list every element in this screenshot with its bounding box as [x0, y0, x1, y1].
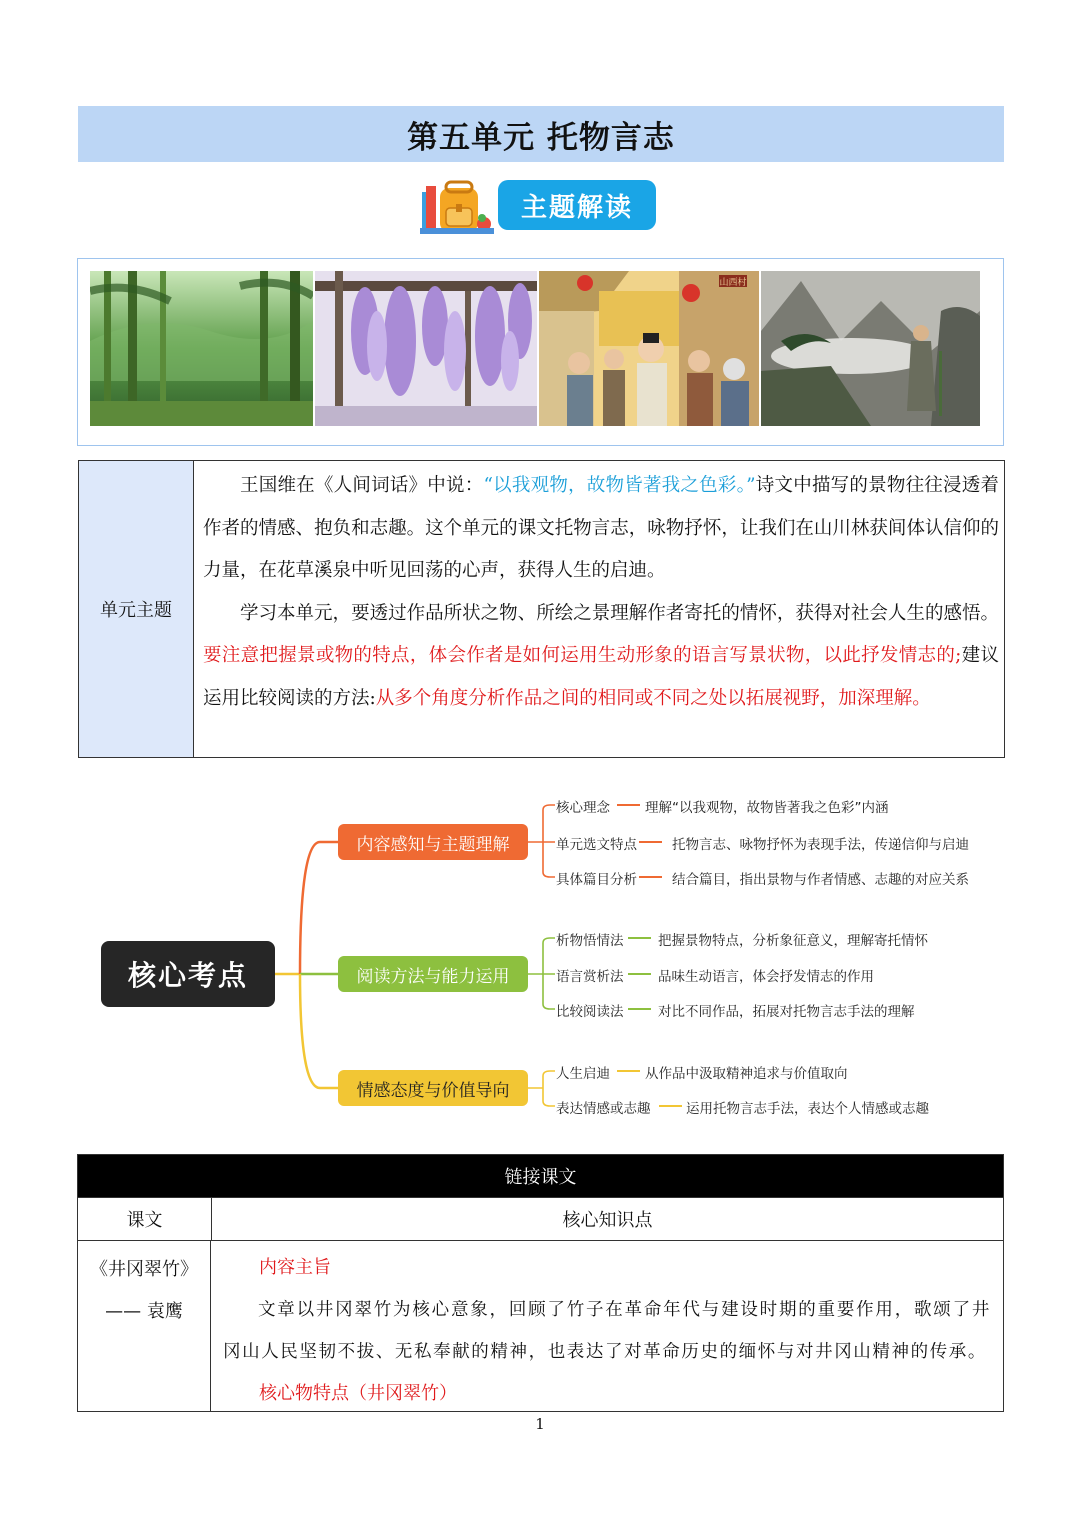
svg-text:山西村: 山西村	[719, 278, 747, 288]
column-header-knowledge: 核心知识点	[562, 1210, 653, 1231]
unit-theme-table	[78, 460, 1005, 758]
p1-body: 诗文中描写的景物往往浸透着作者的情感、抱负和志趣。这个单元的课文托物言志，咏物抒怀，让我们在山川林获间体认信仰的力量，在花草溪泉中听见回荡的心声，获得人生的启迪。	[203, 475, 999, 581]
backpack-icon	[418, 178, 498, 236]
desc-object-emotion: 把握景物特点，分析象征意义，理解寄托情怀	[658, 933, 928, 949]
unit-title: 第五单元 托物言志	[407, 119, 675, 156]
text-cell	[78, 1241, 211, 1411]
leaf-text-features: 单元选文特点	[556, 837, 637, 853]
illustration-strip	[77, 258, 1004, 446]
p2-intro: 学习本单元，要透过作品所状之物、所绘之景理解作者寄托的情怀，获得对社会人生的感悟。	[240, 602, 999, 624]
p1-intro: 王国维在《人间词话》中说：	[240, 475, 484, 496]
leaf-language-appreciation: 语言赏析法	[556, 969, 624, 985]
leaf-core-concept: 核心理念	[556, 800, 610, 816]
theme-pill	[498, 180, 656, 230]
desc-text-features: 托物言志、咏物抒怀为表现手法，传递信仰与启迪	[672, 837, 969, 853]
page-number: 1	[535, 1415, 545, 1433]
unit-theme-paragraph-1	[203, 465, 999, 593]
branch-reading-methods: 阅读方法与能力运用	[338, 956, 528, 992]
subheading-main-idea: 内容主旨	[259, 1257, 331, 1278]
unit-theme-paragraph-2	[203, 593, 999, 721]
mountain-pine-image	[761, 271, 980, 426]
p2-middle: 建议运用比较阅读的方法:	[203, 645, 999, 709]
unit-theme-content	[203, 465, 999, 720]
table-row	[78, 1241, 1003, 1411]
p2-highlight-2: 从多个角度分析作品之间的相同或不同之处以拓展视野，加深理解。	[375, 687, 931, 709]
text-author: —— 袁鹰	[105, 1301, 183, 1322]
unit-theme-label: 单元主题	[79, 461, 194, 757]
branch-content-perception: 内容感知与主题理解	[338, 824, 528, 860]
core-points-mindmap	[95, 786, 995, 1116]
branch-values: 情感态度与价值导向	[338, 1070, 528, 1106]
desc-core-concept: 理解“以我观物，故物皆著我之色彩”内涵	[645, 800, 889, 816]
desc-language-appreciation: 品味生动语言，体会抒发情志的作用	[658, 969, 874, 985]
unit-title-bar	[78, 106, 1004, 162]
leaf-life-inspiration: 人生启迪	[556, 1066, 610, 1082]
leaf-text-analysis: 具体篇目分析	[556, 872, 637, 888]
desc-comparative-reading: 对比不同作品，拓展对托物言志手法的理解	[658, 1004, 915, 1020]
theme-badge	[418, 178, 660, 236]
main-idea-paragraph: 文章以井冈翠竹为核心意象，回顾了竹子在革命年代与建设时期的重要作用，歌颂了井冈山人民坚韧不拔、无私奉献的精神，也表达了对革命历史的缅怀与对井冈山精神的传承。	[223, 1300, 991, 1362]
linked-texts-columns	[78, 1197, 1003, 1241]
linked-texts-header: 链接课文	[78, 1155, 1003, 1197]
p2-highlight-1: 要注意把握景或物的特点，体会作者是如何运用生动形象的语言写景状物，以此抒发情志的;	[203, 645, 962, 666]
subheading-core-object: 核心物特点（井冈翠竹）	[259, 1383, 457, 1404]
bamboo-forest-image	[90, 271, 313, 426]
desc-text-analysis: 结合篇目，指出景物与作者情感、志趣的对应关系	[672, 872, 969, 888]
mindmap-core: 核心考点	[101, 941, 275, 1007]
desc-express-emotion: 运用托物言志手法，表达个人情感或志趣	[686, 1101, 929, 1117]
linked-texts-table	[77, 1154, 1004, 1412]
desc-life-inspiration: 从作品中汲取精神追求与价值取向	[645, 1066, 848, 1082]
text-title: 《井冈翠竹》	[90, 1259, 198, 1280]
village-scene-image	[539, 271, 759, 426]
leaf-object-emotion: 析物悟情法	[556, 933, 624, 949]
knowledge-cell	[211, 1241, 1003, 1411]
column-header-text: 课文	[78, 1198, 212, 1240]
wisteria-image	[315, 271, 537, 426]
p1-quote: “以我观物，故物皆著我之色彩。”	[483, 475, 756, 496]
leaf-comparative-reading: 比较阅读法	[556, 1004, 624, 1020]
theme-label: 主题解读	[520, 192, 633, 223]
leaf-express-emotion: 表达情感或志趣	[556, 1101, 651, 1117]
